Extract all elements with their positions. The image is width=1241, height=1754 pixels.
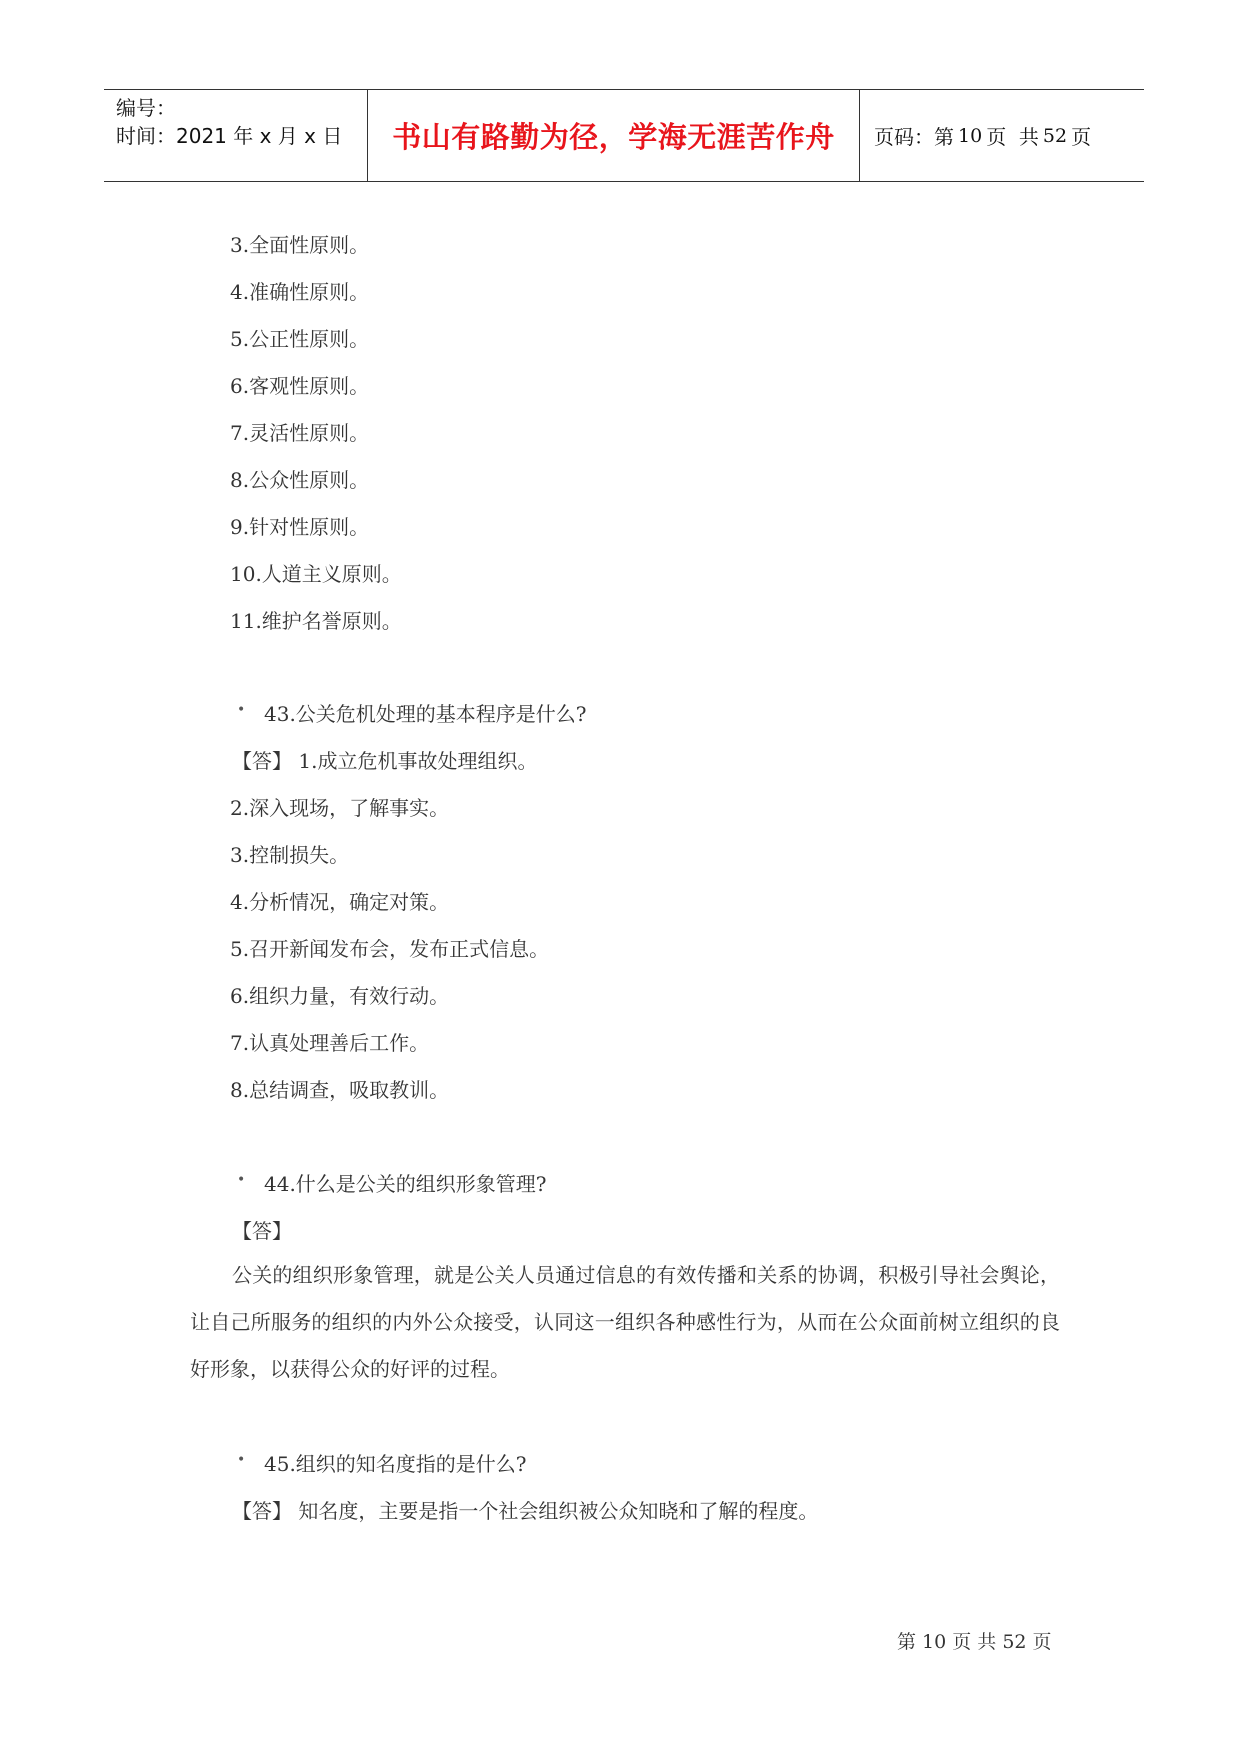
list-item: 4.分析情况，确定对策。 [230, 890, 450, 914]
list-item: 7.灵活性原则。 [230, 421, 370, 445]
bullet-icon: • [237, 1452, 246, 1468]
question-45: 45.组织的知名度指的是什么? [264, 1452, 527, 1476]
answer-43: 【答】 1.成立危机事故处理组织。 [232, 749, 538, 773]
list-item: 6.客观性原则。 [230, 374, 370, 398]
number-label: 编号： [116, 96, 176, 120]
bullet-icon: • [237, 1172, 246, 1188]
header-meta [104, 90, 368, 181]
list-item: 5.公正性原则。 [230, 327, 370, 351]
question-43: 43.公关危机处理的基本程序是什么? [264, 702, 587, 726]
time-label: 时间：2021 年 x 月 x 日 [116, 124, 343, 148]
page-label-mid: 页 共 [986, 125, 1039, 149]
header-page-number [860, 90, 1144, 181]
list-item: 2.深入现场，了解事实。 [230, 796, 450, 820]
list-item: 11.维护名誉原则。 [230, 609, 402, 633]
list-item: 7.认真处理善后工作。 [230, 1031, 430, 1055]
answer-44: 公关的组织形象管理，就是公关人员通过信息的有效传播和关系的协调，积极引导社会舆论，让自己所服务的组织的内外公众接受，认同这一组织各种感性行为，从而在公众面前树立组织的良好形象，以获得公众的好评的过程。 [190, 1263, 1060, 1381]
header-motto: 书山有路勤为径，学海无涯苦作舟 [368, 90, 860, 181]
list-item: 3.控制损失。 [230, 843, 350, 867]
page-current: 10 [958, 124, 983, 147]
list-item: 6.组织力量，有效行动。 [230, 984, 450, 1008]
answer-tag: 【答】 [232, 1219, 292, 1243]
list-item: 5.召开新闻发布会，发布正式信息。 [230, 937, 550, 961]
question-44: 44.什么是公关的组织形象管理? [264, 1172, 547, 1196]
page-label-prefix: 页码：第 [874, 125, 954, 149]
page-footer: 第 10 页 共 52 页 [897, 1631, 1052, 1653]
list-item: 9.针对性原则。 [230, 515, 370, 539]
list-item: 8.总结调查，吸取教训。 [230, 1078, 450, 1102]
page-total: 52 [1042, 124, 1068, 147]
answer-45: 【答】 知名度，主要是指一个社会组织被公众知晓和了解的程度。 [232, 1499, 819, 1523]
bullet-icon: • [237, 702, 246, 718]
page-label-suffix: 页 [1071, 125, 1092, 149]
list-item: 3.全面性原则。 [230, 233, 370, 257]
list-item: 8.公众性原则。 [230, 468, 370, 492]
list-item: 10.人道主义原则。 [230, 562, 402, 586]
list-item: 4.准确性原则。 [230, 280, 370, 304]
page-header [104, 89, 1144, 182]
